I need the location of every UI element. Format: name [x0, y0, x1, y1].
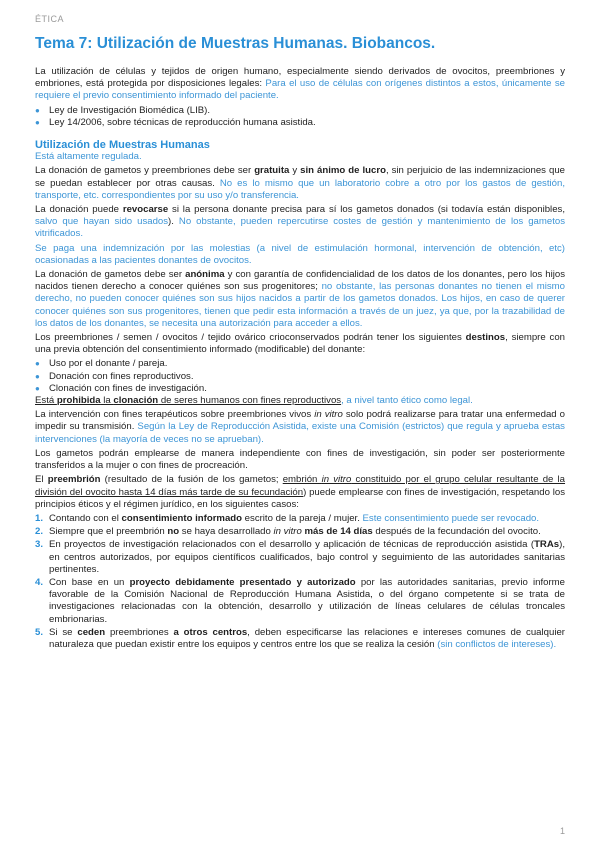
section-heading: Utilización de Muestras Humanas	[35, 139, 210, 152]
paragraph-gratuity: La donación de gametos y preembriones debe ser gratuita y sin ánimo de lucro, sin perjuicio de las indemnizaciones que se puedan establecer por otras causas. No es lo mismo que un laboratorio cobre a otro por los gastos de gestión, transporte, etc. correspondientes por su uso y/o transferencia.	[35, 165, 565, 201]
destinations-list	[35, 358, 565, 395]
paragraph-anonymity: La donación de gametos debe ser anónima y con garantía de confidencialidad de los datos de los donantes, pero los hijos nacidos tienen derecho a conocer quiénes son sus progenitores; no obstante, las personas donantes no tienen el mismo derecho, no pueden conocer quiénes son sus hijos nacidos a partir de los gametos donados. Los hijos, en caso de querer conocer quiénes son sus progenitores, tienen que pedir esta información a través de un juez, ya que, por la trazabilidad de los datos de los donantes, se necesita una autorización para acceder a ellos.	[35, 269, 565, 329]
regulated-note: Está altamente regulada.	[35, 151, 142, 163]
list-item: ● Uso por el donante / pareja.	[35, 358, 565, 370]
list-item: 1. Contando con el consentimiento informado escrito de la pareja / mujer. Este consentimiento puede ser revocado.	[35, 512, 540, 524]
document-body	[35, 66, 565, 652]
intro-paragraph: La utilización de células y tejidos de origen humano, especialmente siendo derivados de ovocitos, preembriones y embriones, está protegida por disposiciones legales: Para el uso de células con orígenes distintos a estos, únicamente se requiere el previo consentimiento informado del paciente.	[35, 66, 566, 102]
list-item: 4. Con base en un proyecto debidamente presentado y autorizado por las autoridades sanitarias, previo informe favorable de la Comisión Nacional de Reproducción Humana Asistida, o del órgano competente si se trata de investigaciones relacionadas con la obtención, desarrollo y utilización de líneas celulares de células troncales embrionarias.	[35, 576, 565, 625]
list-item: 3. En proyectos de investigación relacionados con el desarrollo y aplicación de técnicas de reproducción asistida (TRAs), en centros autorizados, por equipos científicos cualificados, bajo control y seguimiento de las autoridades sanitarias pertinentes.	[35, 539, 565, 575]
paragraph-revocation: La donación puede revocarse si la persona donante precisa para sí los gametos donados (si todavía están disponibles, salvo que hayan sido usados). No obstante, pueden repercutirse costes de gestión y mantenimiento de los gametos vitrificados.	[35, 204, 565, 240]
paragraph-destinations: Los preembriones / semen / ovocitos / tejido ovárico crioconservados podrán tener los siguientes destinos, siempre con una previa obtención del consentimiento informado (modificable) del donante:	[35, 332, 565, 356]
list-item: ● Donación con fines reproductivos.	[35, 371, 565, 383]
list-item: 2. Siempre que el preembrión no se haya desarrollado in vitro más de 14 días después de la fecundación del ovocito.	[35, 526, 541, 538]
laws-list	[35, 105, 565, 129]
paragraph-compensation: Se paga una indemnización por las molestias (a nivel de estimulación hormonal, intervención de obtención, etc) ocasionadas a las pacientes donantes de ovocitos.	[35, 242, 565, 266]
page-title: Tema 7: Utilización de Muestras Humanas. Biobancos.	[35, 35, 436, 52]
list-item: ● Ley de Investigación Biomédica (LIB).	[35, 105, 565, 117]
page-number: 1	[559, 826, 565, 836]
paragraph-gametes: Los gametos podrán emplearse de manera independiente con fines de investigación, sin poder ser posteriormente transferidos a la mujer o con fines de procreación.	[35, 447, 565, 472]
paragraph-therapeutic: La intervención con fines terapéuticos sobre preembriones vivos in vitro solo podrá realizarse para tratar una enfermedad o impedir su transmisión. Según la Ley de Reproducción Asistida, existe una Comisión (estrictos) que regula y aprueba estas intervenciones (la mayoría de veces no se aprueban).	[35, 409, 565, 445]
paragraph-preembryo: El preembrión (resultado de la fusión de los gametos; embrión in vitro constituido por el grupo celular resultante de la división del ovocito hasta 14 días más tarde de su fecundación) puede emplearse con fines de investigación, respetando los principios éticos y el régimen jurídico, en los siguientes casos:	[35, 474, 566, 510]
list-item: ● Clonación con fines de investigación.	[35, 383, 565, 395]
header-section-tag: ÉTICA	[35, 14, 65, 24]
list-item: 5. Si se ceden preembriones a otros centros, deben especificarse las relaciones e intereses comunes de cualquier naturaleza que puedan existir entre los equipos y centros entre los que se realiza la cesión (sin conflictos de intereses).	[35, 626, 565, 650]
paragraph-cloning: Está prohibida la clonación de seres humanos con fines reproductivos, a nivel tanto ético como legal.	[35, 395, 473, 407]
cases-list	[35, 513, 565, 651]
list-item: ● Ley 14/2006, sobre técnicas de reproducción humana asistida.	[35, 117, 565, 129]
